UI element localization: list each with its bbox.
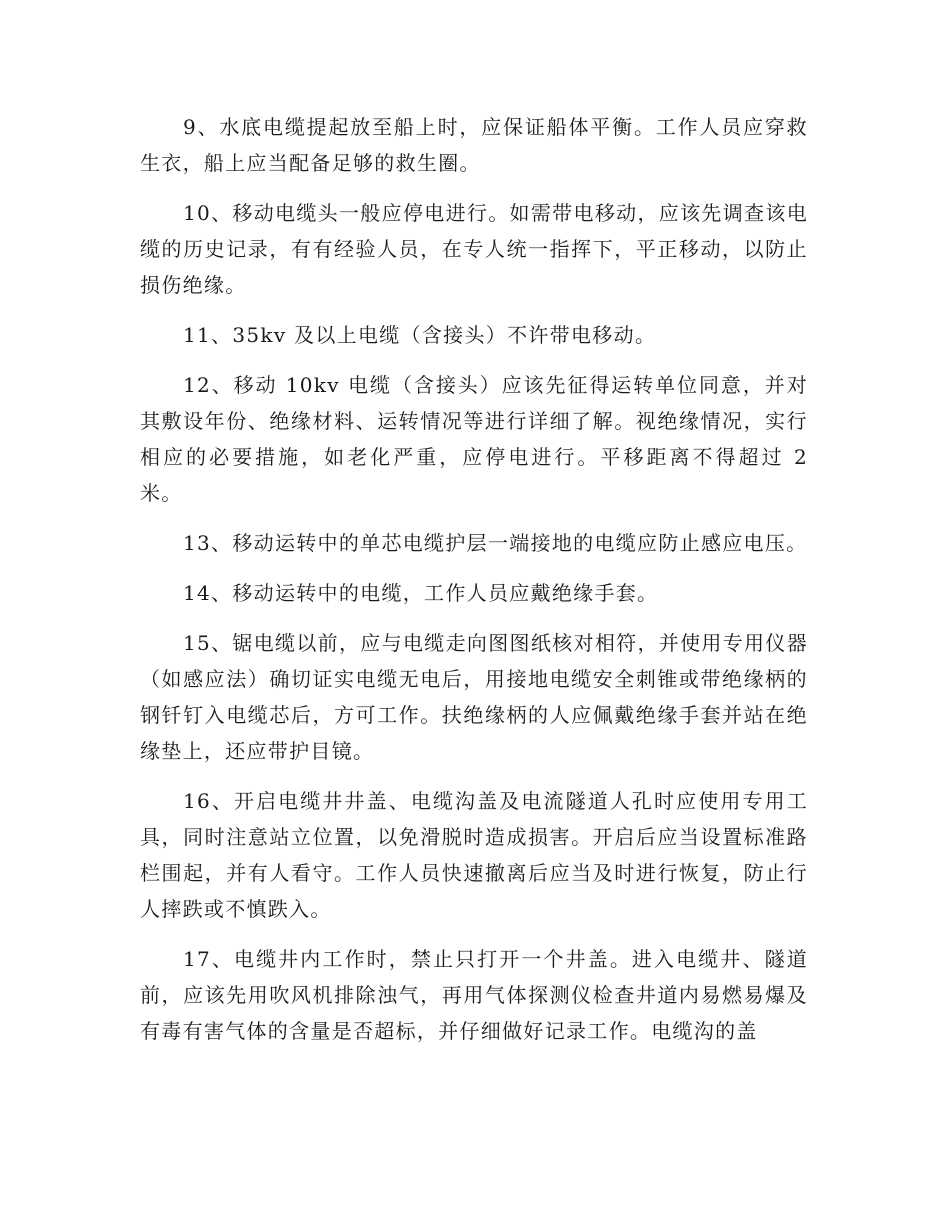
paragraph-item-16: 16、开启电缆井井盖、电缆沟盖及电流隧道人孔时应使用专用工具，同时注意站立位置，以免滑脱时造成损害。开启后应当设置标准路栏围起，并有人看守。工作人员快速撤离后应当及时进行恢复，防止行人摔跌或不慎跌入。	[140, 789, 808, 921]
paragraph-item-10: 10、移动电缆头一般应停电进行。如需带电移动，应该先调查该电缆的历史记录，有有经验人员，在专人统一指挥下，平正移动，以防止损伤绝缘。	[140, 201, 808, 297]
paragraph-item-12: 12、移动 10kv 电缆（含接头）应该先征得运转单位同意，并对其敷设年份、绝缘材料、运转情况等进行详细了解。视绝缘情况，实行相应的必要措施，如老化严重，应停电进行。平移距离不得超过 2 米。	[140, 373, 816, 505]
paragraph-item-14: 14、移动运转中的电缆，工作人员应戴绝缘手套。	[183, 581, 659, 605]
paragraph-item-13: 13、移动运转中的单芯电缆护层一端接地的电缆应防止感应电压。	[183, 531, 808, 555]
paragraph-item-17: 17、电缆井内工作时，禁止只打开一个井盖。进入电缆井、隧道前，应该先用吹风机排除浊气，再用气体探测仪检查井道内易燃易爆及有毒有害气体的含量是否超标，并仔细做好记录工作。电缆沟的盖	[140, 947, 808, 1043]
paragraph-item-15: 15、锯电缆以前，应与电缆走向图图纸核对相符，并使用专用仪器（如感应法）确切证实电缆无电后，用接地电缆安全刺锥或带绝缘柄的钢钎钉入电缆芯后，方可工作。扶绝缘柄的人应佩戴绝缘手套并站在绝缘垫上，还应带护目镜。	[140, 631, 808, 763]
document-body	[140, 109, 816, 1063]
paragraph-item-9: 9、水底电缆提起放至船上时，应保证船体平衡。工作人员应穿救生衣，船上应当配备足够的救生圈。	[140, 115, 808, 175]
paragraph-item-11: 11、35kv 及以上电缆（含接头）不许带电移动。	[183, 323, 657, 347]
